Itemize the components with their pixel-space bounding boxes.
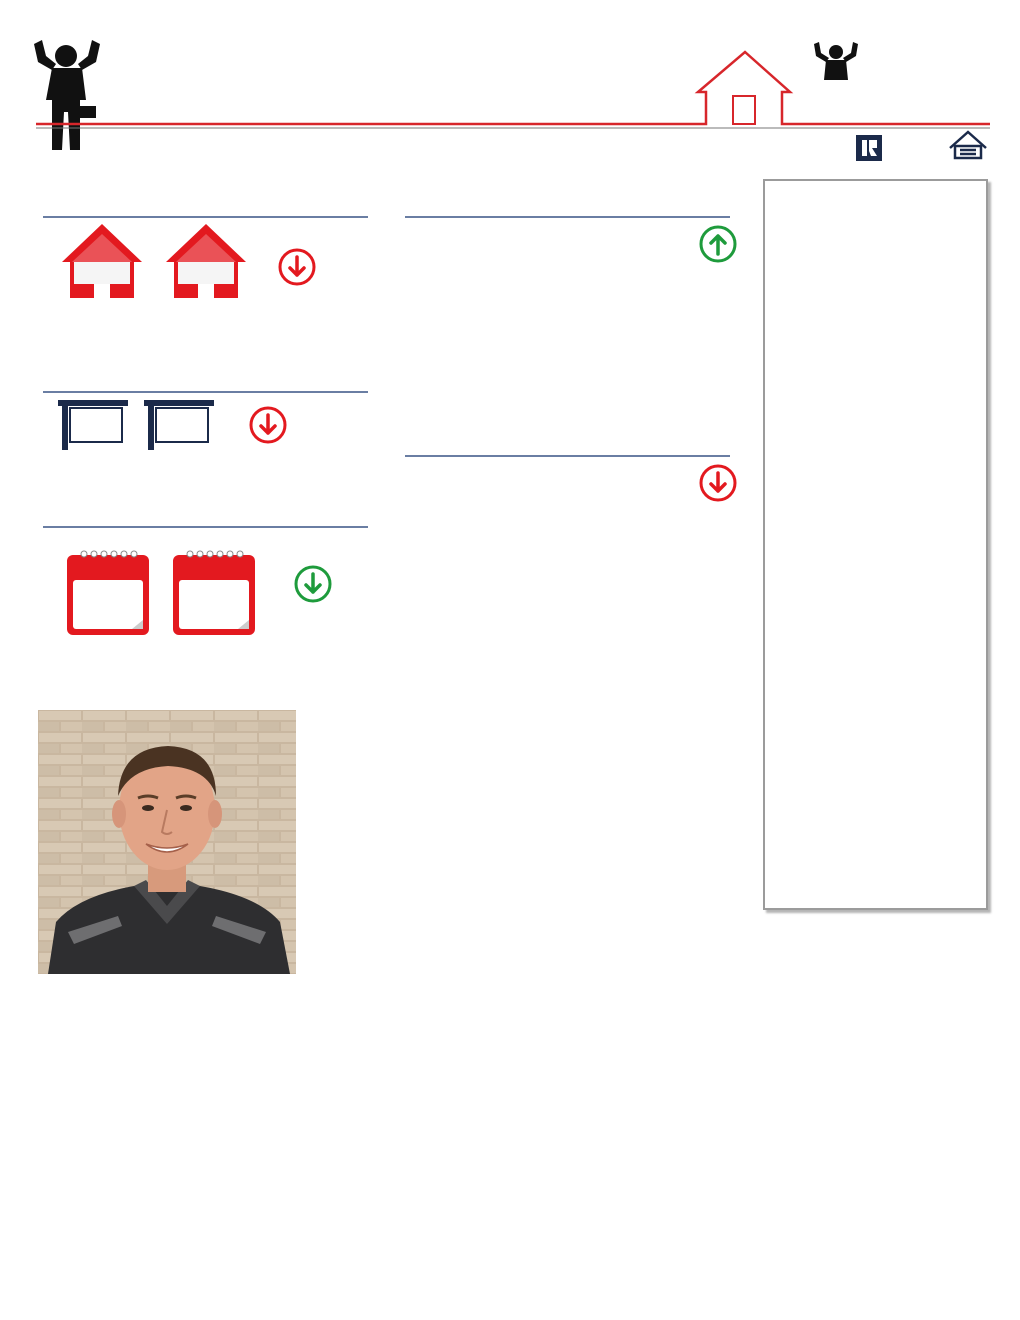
- arrow-up-icon: [698, 224, 738, 264]
- sign-icon-mar21: [144, 400, 214, 450]
- arrow-down-icon: [277, 247, 317, 287]
- equal-housing-icon: [950, 132, 986, 158]
- realtor-badge-icon: [856, 135, 882, 161]
- arrow-down-icon: [248, 405, 288, 445]
- home-prices-chart: [385, 220, 745, 430]
- sign-icon-mar20: [58, 400, 128, 450]
- calendar-icon-mar20: [66, 550, 150, 636]
- quiz-box: [763, 179, 988, 910]
- masthead: [0, 0, 1020, 165]
- author-portrait-image: [38, 710, 296, 974]
- inventory-rule: [405, 455, 730, 457]
- inventory-chart: [385, 460, 745, 660]
- strongman-icon: [34, 40, 100, 150]
- house-icon-mar20: [60, 222, 144, 300]
- arrow-down-icon: [698, 463, 738, 503]
- calendar-icon-mar21: [172, 550, 256, 636]
- new-listings-rule: [43, 391, 368, 393]
- home-prices-rule: [405, 216, 730, 218]
- brand-logo-icon: [814, 42, 858, 80]
- home-sales-rule: [43, 216, 368, 218]
- house-icon-mar21: [164, 222, 248, 300]
- days-on-market-rule: [43, 526, 368, 528]
- masthead-graphics: [0, 0, 1020, 165]
- arrow-down-icon: [293, 564, 333, 604]
- author-photo: [38, 710, 296, 974]
